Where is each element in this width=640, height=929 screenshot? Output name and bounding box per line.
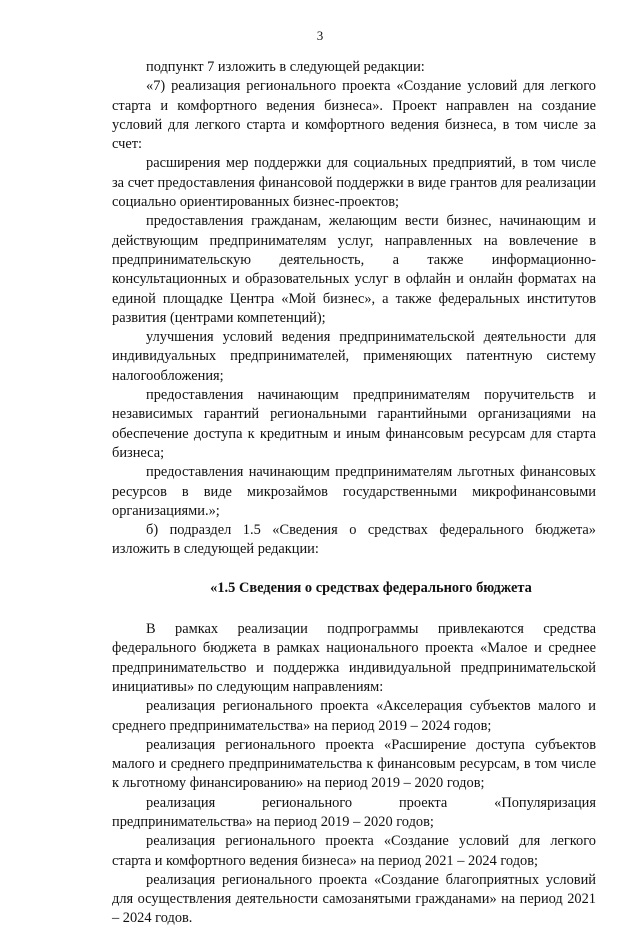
paragraph-citizen-services: предоставления гражданам, желающим вести бизнес, начинающим и действующим предпринимателям услуг, направленных на вовлечение в предпринимательскую деятельность, а также информационно-консультационных и образовательных услуг в офлайн и онлайн форматах на единой площадке Центра «Мой бизнес», а также федеральных институтов развития (центрами компетенций); bbox=[112, 213, 596, 326]
paragraph-self-employed: реализация регионального проекта «Создание благоприятных условий для осуществления деятельности самозанятыми гражданами» на период 2021 – 2024 годов. bbox=[112, 871, 596, 927]
paragraph-social-enterprises: расширения мер поддержки для социальных предприятий, в том числе за счет предоставления финансовой поддержки в виде грантов для реализации социально ориентированных бизнес-проектов; bbox=[112, 155, 596, 211]
paragraph-acceleration: реализация регионального проекта «Акселерация субъектов малого и среднего предпринимательства» на период 2019 – 2024 годов; bbox=[112, 698, 596, 734]
paragraph-guarantees: предоставления начинающим предпринимателям поручительств и независимых гарантий региональными гарантийными организациями на обеспечение доступа к кредитным и иным финансовым ресурсам для старта бизнеса; bbox=[112, 387, 596, 461]
paragraph-financial-access: реализация регионального проекта «Расширение доступа субъектов малого и среднего предпринимательства к финансовым ресурсам, в том числе к льготному финансированию» на период 2019 – 2020 годов; bbox=[112, 736, 596, 792]
paragraph-federal-budget-intro: В рамках реализации подпрограммы привлекаются средства федерального бюджета в рамках национального проекта «Малое и среднее предпринимательство и поддержка индивидуальной предпринимательской инициативы» по следующим направлениям: bbox=[112, 621, 596, 695]
paragraph-patent-system: улучшения условий ведения предпринимательской деятельности для индивидуальных предпринимателей, применяющих патентную систему налогообложения; bbox=[112, 329, 596, 384]
paragraph-project-description: «7) реализация регионального проекта «Создание условий для легкого старта и комфортного ведения бизнеса». Проект направлен на создание условий для легкого старта и комфортного ведения бизнеса, в том числе за счет: bbox=[112, 78, 596, 153]
paragraph-easy-start: реализация регионального проекта «Создание условий для легкого старта и комфортного ведения бизнеса» на период 2021 – 2024 годов; bbox=[112, 833, 596, 869]
paragraph-microloans: предоставления начинающим предпринимателям льготных финансовых ресурсов в виде микрозаймов государственными микрофинансовыми организациями.»; bbox=[112, 464, 596, 519]
paragraph-popularization: реализация регионального проекта «Популяризация предпринимательства» на период 2019 – 2020 годов; bbox=[112, 794, 596, 830]
paragraph-subsection-1-5-intro: б) подраздел 1.5 «Сведения о средствах федерального бюджета» изложить в следующей редакции: bbox=[112, 522, 596, 558]
document-body bbox=[112, 58, 596, 929]
section-heading: «1.5 Сведения о средствах федерального бюджета bbox=[210, 579, 532, 596]
page-number: 3 bbox=[316, 28, 324, 43]
paragraph-subpoint-7-intro: подпункт 7 изложить в следующей редакции: bbox=[146, 59, 425, 75]
